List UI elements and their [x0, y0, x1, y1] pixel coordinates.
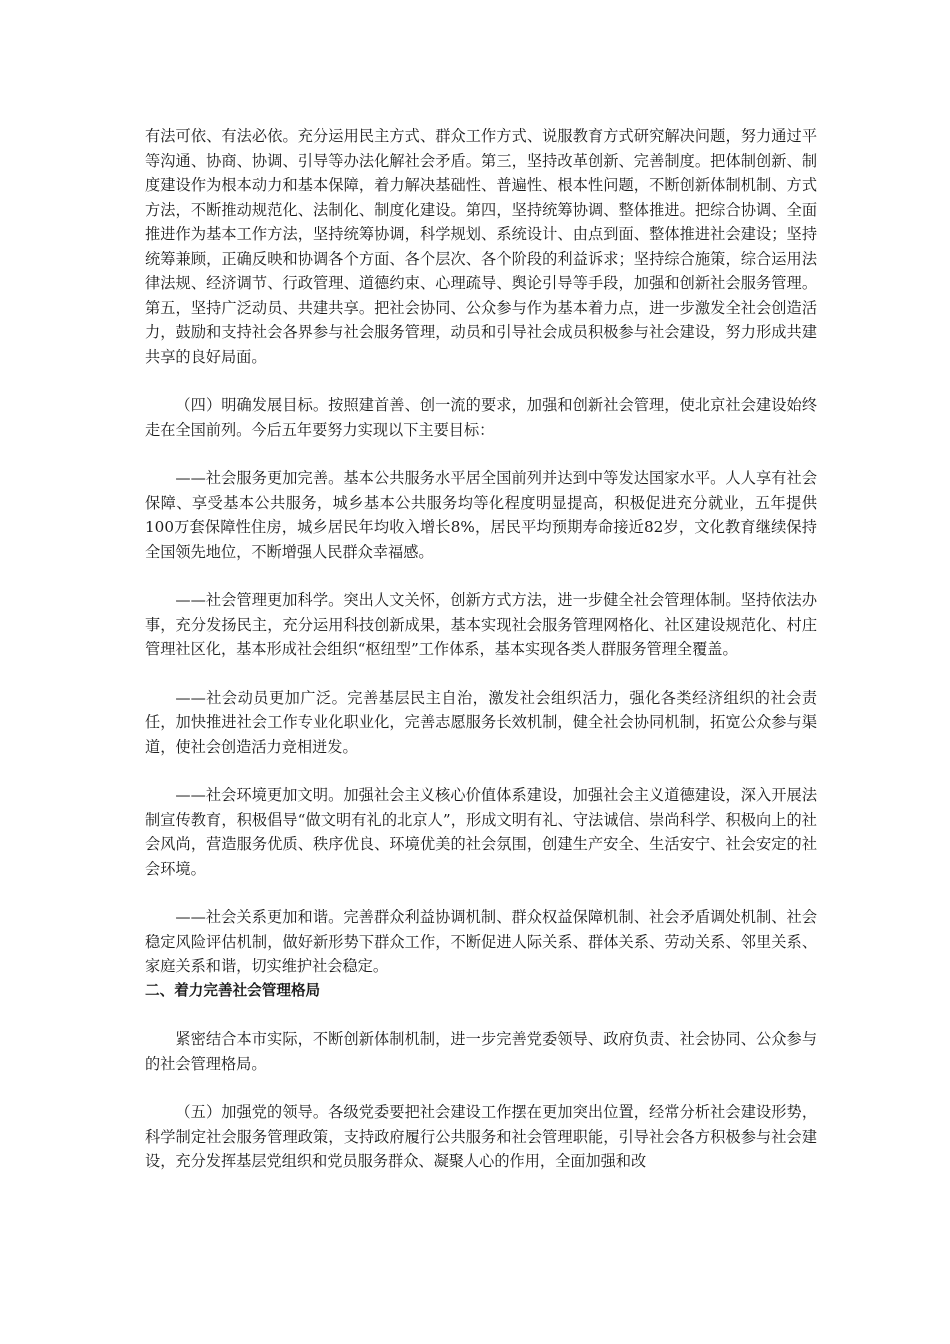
paragraph-social-environment: ——社会环境更加文明。加强社会主义核心价值体系建设，加强社会主义道德建设，深入开展法制宣传教育，积极倡导“做文明有礼的北京人”，形成文明有礼、守法诚信、崇尚科学、积极向上的社会风尚，营造服务优质、秩序优良、环境优美的社会氛围，创建生产安全、生活安宁、社会安定的社会环境。 [145, 786, 817, 878]
document-page [145, 124, 817, 1174]
paragraph-social-mobilization: ——社会动员更加广泛。完善基层民主自治，激发社会组织活力，强化各类经济组织的社会责任，加快推进社会工作专业化职业化，完善志愿服务长效机制，健全社会协同机制，拓宽公众参与渠道，使社会创造活力竞相迸发。 [145, 688, 817, 756]
paragraph-management-pattern: 紧密结合本市实际，不断创新体制机制，进一步完善党委领导、政府负责、社会协同、公众参与的社会管理格局。 [145, 1030, 817, 1073]
paragraph-development-goals: （四）明确发展目标。按照建首善、创一流的要求，加强和创新社会管理，使北京社会建设始终走在全国前列。今后五年要努力实现以下主要目标： [145, 396, 817, 439]
paragraph-principles-continued: 有法可依、有法必依。充分运用民主方式、群众工作方式、说服教育方式研究解决问题，努力通过平等沟通、协商、协调、引导等办法化解社会矛盾。第三，坚持改革创新、完善制度。把体制创新、制度建设作为根本动力和基本保障，着力解决基础性、普遍性、根本性问题，不断创新体制机制、方式方法，不断推动规范化、法制化、制度化建设。第四，坚持统筹协调、整体推进。把综合协调、全面推进作为基本工作方法，坚持统筹协调，科学规划、系统设计、由点到面、整体推进社会建设；坚持统筹兼顾，正确反映和协调各个方面、各个层次、各个阶段的利益诉求；坚持综合施策，综合运用法律法规、经济调节、行政管理、道德约束、心理疏导、舆论引导等手段，加强和创新社会服务管理。第五，坚持广泛动员、共建共享。把社会协同、公众参与作为基本着力点，进一步激发全社会创造活力，鼓励和支持社会各界参与社会服务管理，动员和引导社会成员积极参与社会建设，努力形成共建共享的良好局面。 [145, 127, 817, 366]
paragraph-party-leadership: （五）加强党的领导。各级党委要把社会建设工作摆在更加突出位置，经常分析社会建设形势，科学制定社会服务管理政策，支持政府履行公共服务和社会管理职能，引导社会各方积极参与社会建设，充分发挥基层党组织和党员服务群众、凝聚人心的作用，全面加强和改 [145, 1103, 817, 1170]
paragraph-social-services: ——社会服务更加完善。基本公共服务水平居全国前列并达到中等发达国家水平。人人享有社会保障、享受基本公共服务，城乡基本公共服务均等化程度明显提高，积极促进充分就业，五年提供100万套保障性住房，城乡居民年均收入增长8%，居民平均预期寿命接近82岁，文化教育继续保持全国领先地位，不断增强人民群众幸福感。 [145, 469, 817, 561]
section-heading-2: 二、着力完善社会管理格局 [145, 981, 321, 999]
paragraph-social-management: ——社会管理更加科学。突出人文关怀，创新方式方法，进一步健全社会管理体制。坚持依法办事，充分发扬民主，充分运用科技创新成果，基本实现社会服务管理网格化、社区建设规范化、村庄管理社区化，基本形成社会组织“枢纽型”工作体系，基本实现各类人群服务管理全覆盖。 [145, 591, 817, 658]
paragraph-social-relations: ——社会关系更加和谐。完善群众利益协调机制、群众权益保障机制、社会矛盾调处机制、社会稳定风险评估机制，做好新形势下群众工作，不断促进人际关系、群体关系、劳动关系、邻里关系、家庭关系和谐，切实维护社会稳定。 [145, 908, 817, 975]
